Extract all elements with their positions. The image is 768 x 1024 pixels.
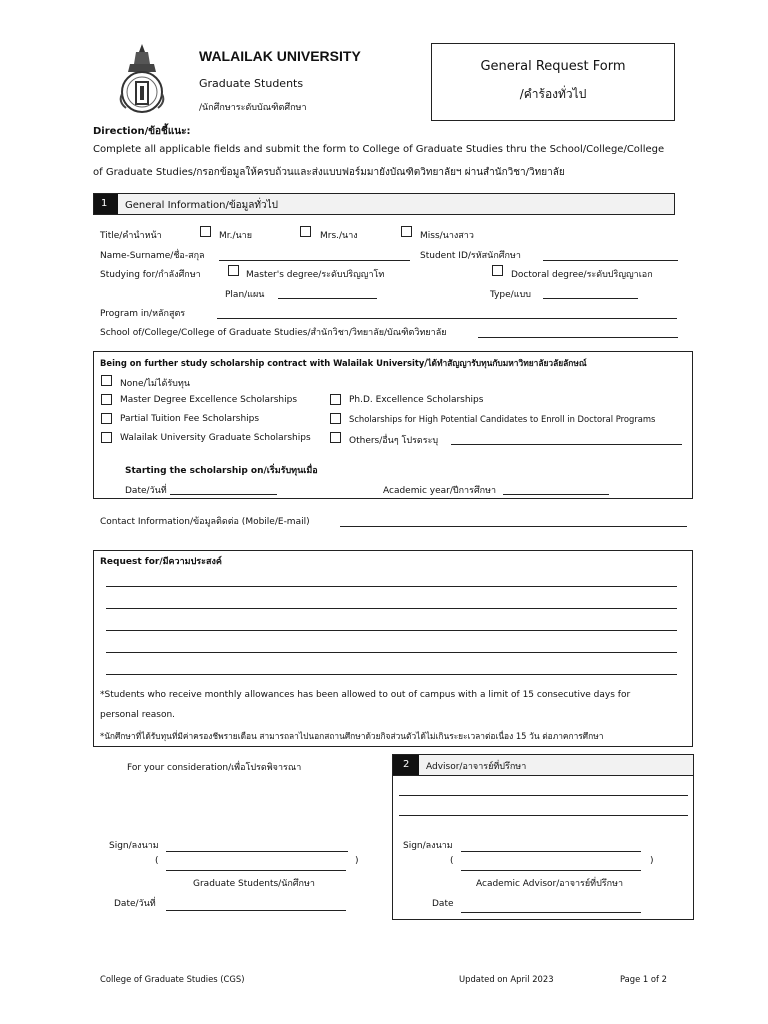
request-line-2[interactable] bbox=[106, 608, 677, 609]
school-label: School of/College/College of Graduate Studies/สำนักวิชา/วิทยาลัย/บัณฑิตวิทยาลัย bbox=[100, 328, 447, 338]
advisor-sign-label: Sign/ลงนาม bbox=[403, 841, 453, 851]
academic-year-field[interactable] bbox=[503, 494, 609, 495]
name-label: Name-Surname/ชื่อ-สกุล bbox=[100, 251, 205, 261]
section2-number-text: 2 bbox=[403, 759, 410, 770]
master-excellence-checkbox[interactable] bbox=[101, 394, 112, 405]
none-checkbox[interactable] bbox=[101, 375, 112, 386]
doctoral-label: Doctoral degree/ระดับปริญญาเอก bbox=[511, 270, 653, 280]
phd-excellence-label: Ph.D. Excellence Scholarships bbox=[349, 395, 484, 405]
partial-checkbox[interactable] bbox=[101, 413, 112, 424]
request-note-th: *นักศึกษาที่ได้รับทุนที่มีค่าครองชีพรายเดือน สามารถลาไปนอกสถานศึกษาด้วยกิจส่วนตัวได้ไม่เกินระยะเวลาต่อเนื่อง 15 วัน ต่อภาคการศึกษา bbox=[100, 731, 604, 741]
others-label: Others/อื่นๆ โปรดระบุ bbox=[349, 436, 439, 446]
section1-title: General Information/ข้อมูลทั่วไป bbox=[125, 200, 278, 211]
student-paren-close: ) bbox=[355, 856, 359, 866]
wu-graduate-label: Walailak University Graduate Scholarships bbox=[120, 433, 311, 443]
student-sign-label: Sign/ลงนาม bbox=[109, 841, 159, 851]
request-line-5[interactable] bbox=[106, 674, 677, 675]
plan-field[interactable] bbox=[278, 298, 377, 299]
name-field[interactable] bbox=[219, 260, 410, 261]
advisor-paren-open: ( bbox=[450, 856, 454, 866]
others-checkbox[interactable] bbox=[330, 432, 341, 443]
direction-label: Direction/ข้อชี้แนะ: bbox=[93, 126, 191, 137]
student-role-label: Graduate Students/นักศึกษา bbox=[193, 879, 315, 889]
advisor-name-field[interactable] bbox=[461, 870, 641, 871]
school-field[interactable] bbox=[478, 337, 678, 338]
footer-page: Page 1 of 2 bbox=[620, 974, 667, 984]
student-id-field[interactable] bbox=[543, 260, 678, 261]
section1-header bbox=[93, 193, 675, 215]
advisor-paren-close: ) bbox=[650, 856, 654, 866]
student-date-label: Date/วันที่ bbox=[114, 899, 156, 909]
doctoral-checkbox[interactable] bbox=[492, 265, 503, 276]
advisor-comment-line-1[interactable] bbox=[399, 795, 688, 796]
phd-excellence-checkbox[interactable] bbox=[330, 394, 341, 405]
mrs-label: Mrs./นาง bbox=[320, 231, 358, 241]
direction-line-2: of Graduate Studies/กรอกข้อมูลให้ครบถ้วนและส่งแบบฟอร์มมายังบัณฑิตวิทยาลัยฯ ผ่านสำนักวิชา/วิทยาลัย bbox=[93, 167, 565, 178]
scholarship-heading: Being on further study scholarship contract with Walailak University/ได้ทำสัญญารับทุนกับมหาวิทยาลัยวลัยลักษณ์ bbox=[100, 358, 587, 368]
high-potential-checkbox[interactable] bbox=[330, 413, 341, 424]
student-paren-open: ( bbox=[155, 856, 159, 866]
master-excellence-label: Master Degree Excellence Scholarships bbox=[120, 395, 298, 405]
section2-title: Advisor/อาจารย์ที่ปรึกษา bbox=[426, 762, 527, 772]
mr-label: Mr./นาย bbox=[219, 231, 253, 241]
advisor-date-label: Date bbox=[432, 899, 454, 909]
footer-middle: Updated on April 2023 bbox=[459, 974, 554, 984]
request-line-1[interactable] bbox=[106, 586, 677, 587]
advisor-date-field[interactable] bbox=[461, 912, 641, 913]
scholarship-start-label: Starting the scholarship on/เริ่มรับทุนเมื่อ bbox=[125, 466, 318, 476]
request-line-4[interactable] bbox=[106, 652, 677, 653]
miss-label: Miss/นางสาว bbox=[420, 231, 474, 241]
mr-checkbox[interactable] bbox=[200, 226, 211, 237]
student-id-label: Student ID/รหัสนักศึกษา bbox=[420, 251, 521, 261]
scholarship-date-field[interactable] bbox=[170, 494, 277, 495]
university-logo bbox=[114, 42, 170, 114]
academic-year-label: Academic year/ปีการศึกษา bbox=[383, 486, 497, 496]
request-note-en-2: personal reason. bbox=[100, 710, 176, 720]
scholarship-date-label: Date/วันที่ bbox=[125, 486, 167, 496]
student-sign-field[interactable] bbox=[166, 851, 348, 852]
advisor-comment-line-2[interactable] bbox=[399, 815, 688, 816]
section1-number-text: 1 bbox=[101, 198, 108, 209]
high-potential-label: Scholarships for High Potential Candidates to Enroll in Doctoral Programs bbox=[349, 414, 656, 424]
consideration-label: For your consideration/เพื่อโปรดพิจารณา bbox=[127, 763, 302, 773]
footer-left: College of Graduate Studies (CGS) bbox=[100, 974, 245, 984]
title-label: Title/คำนำหน้า bbox=[100, 231, 162, 241]
masters-checkbox[interactable] bbox=[228, 265, 239, 276]
studying-label: Studying for/กำลังศึกษา bbox=[100, 270, 201, 280]
request-line-3[interactable] bbox=[106, 630, 677, 631]
advisor-box bbox=[392, 754, 694, 920]
contact-label: Contact Information/ข้อมูลติดต่อ (Mobile/E-mail) bbox=[100, 517, 310, 527]
student-name-field[interactable] bbox=[166, 870, 346, 871]
header-subtitle-en: Graduate Students bbox=[199, 77, 304, 90]
direction-line-1: Complete all applicable fields and submit the form to College of Graduate Studies thru the School/College/College bbox=[93, 144, 665, 155]
others-field[interactable] bbox=[451, 444, 682, 445]
header-subtitle-th: /นักศึกษาระดับบัณฑิตศึกษา bbox=[199, 103, 307, 113]
student-date-field[interactable] bbox=[166, 910, 346, 911]
university-name: WALAILAK UNIVERSITY bbox=[199, 48, 361, 64]
seal-icon bbox=[114, 42, 170, 114]
form-title-box bbox=[431, 43, 675, 121]
mrs-checkbox[interactable] bbox=[300, 226, 311, 237]
none-label: None/ไม่ได้รับทุน bbox=[120, 379, 190, 389]
advisor-role-label: Academic Advisor/อาจารย์ที่ปรึกษา bbox=[476, 879, 624, 889]
program-label: Program in/หลักสูตร bbox=[100, 309, 186, 319]
masters-label: Master's degree/ระดับปริญญาโท bbox=[246, 270, 385, 280]
wu-graduate-checkbox[interactable] bbox=[101, 432, 112, 443]
advisor-sign-field[interactable] bbox=[461, 851, 641, 852]
miss-checkbox[interactable] bbox=[401, 226, 412, 237]
request-note-en-1: *Students who receive monthly allowances has been allowed to out of campus with a limit of 15 consecutive days for bbox=[100, 690, 631, 700]
partial-label: Partial Tuition Fee Scholarships bbox=[120, 414, 260, 424]
request-box bbox=[93, 550, 693, 747]
contact-field[interactable] bbox=[340, 526, 687, 527]
form-title-en: General Request Form bbox=[480, 59, 626, 74]
form-title-th: /คำร้องทั่วไป bbox=[519, 87, 587, 101]
program-field[interactable] bbox=[217, 318, 677, 319]
request-label: Request for/มีความประสงค์ bbox=[100, 557, 222, 567]
type-label: Type/แบบ bbox=[490, 290, 531, 300]
type-field[interactable] bbox=[543, 298, 638, 299]
plan-label: Plan/แผน bbox=[225, 290, 265, 300]
